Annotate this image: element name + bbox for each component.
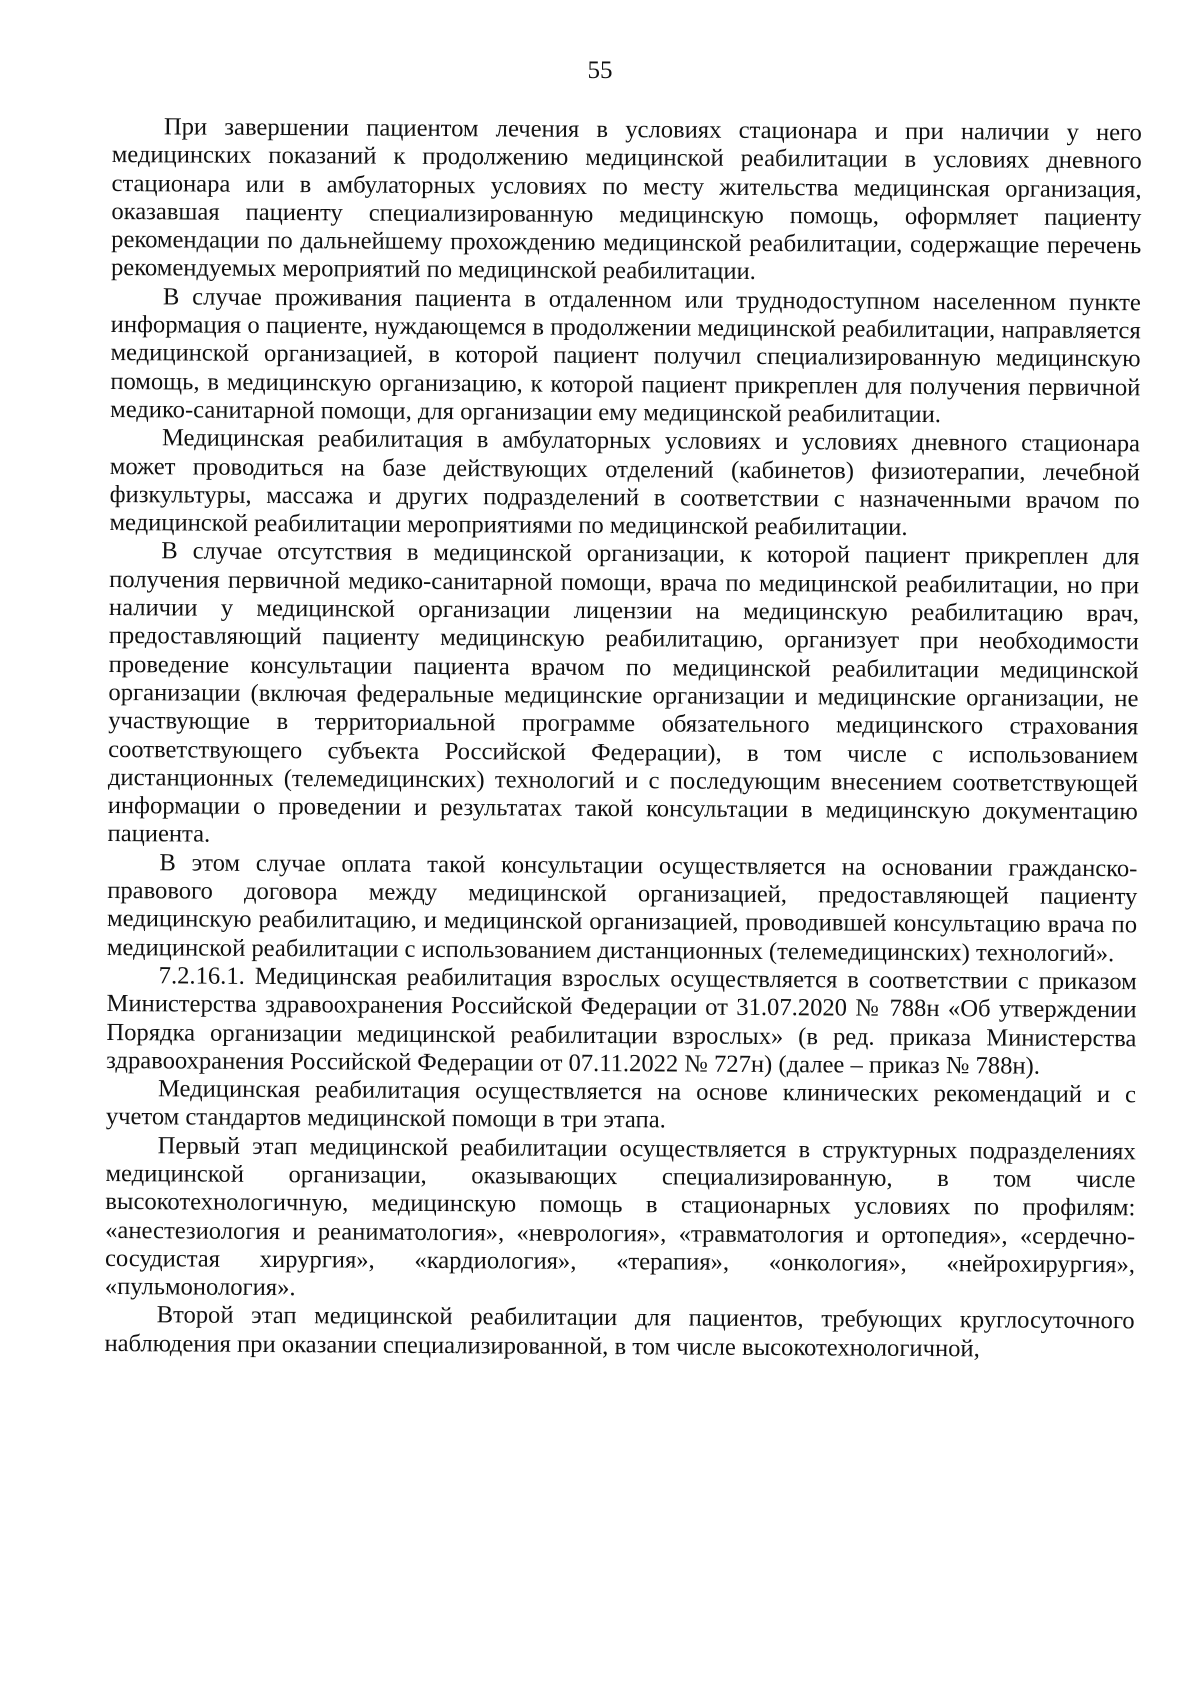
paragraph-second-stage: Второй этап медицинской реабилитации для пациентов, требующих круглосуточного наблюдения при оказании специализированной, в том числе высокотехнологичной, (104, 1301, 1135, 1363)
paragraph-absent-rehabilitation-doctor: В случае отсутствия в медицинской организации, к которой пациент прикреплен для получения первичной медико-санитарной помощи, врача по медицинской реабилитации, но при наличии у медицинской организации лицензии на медицинскую реабилитацию врач, предоставляющий пациенту медицинскую реабилитацию, организует при необходимости проведение консультации пациента врачом по медицинской реабилитации медицинской организации (включая федеральные медицинские организации и медицинские организации, не участвующие в территориальной программе обязательного медицинского страхования соответствующего субъекта Российской Федерации), в том числе с использованием дистанционных (телемедицинских) технологий и с последующим внесением соответствующей информации о проведении и результатах такой консультации в медицинскую документацию пациента. (107, 537, 1140, 849)
paragraph-remote-area-patients: В случае проживания пациента в отдаленном или труднодоступном населенном пункте информация о пациенте, нуждающемся в продолжении медицинской реабилитации, направляется медицинской организацией, в которой пациент получил специализированную медицинскую помощь, в медицинскую организацию, к которой пациент прикреплен для получения первичной медико-санитарной помощи, для организации ему медицинской реабилитации. (110, 283, 1141, 429)
paragraph-outpatient-rehabilitation: Медицинская реабилитация в амбулаторных условиях и условиях дневного стационара может проводиться на базе действующих отделений (кабинетов) физиотерапии, лечебной физкультуры, массажа и других подразделений в соответствии с назначенными врачом по медицинской реабилитации мероприятиями по медицинской реабилитации. (109, 424, 1141, 542)
paragraph-section-7-2-16-1: 7.2.16.1. Медицинская реабилитация взрослых осуществляется в соответствии с приказом Министерства здравоохранения Российской Федерации от 31.07.2020 № 788н «Об утверждении Порядка организации медицинской реабилитации взрослых» (в ред. приказа Министерства здравоохранения Российской Федерации от 07.11.2022 № 727н) (далее – приказ № 788н). (106, 962, 1137, 1080)
paragraph-consultation-payment: В этом случае оплата такой консультации осуществляется на основании гражданско-правового договора между медицинской организацией, предоставляющей пациенту медицинскую реабилитацию, и медицинской организацией, проводившей консультацию врача по медицинской реабилитации с использованием дистанционных (телемедицинских) технологий». (106, 849, 1138, 967)
page-number: 55 (587, 57, 613, 84)
paragraph-first-stage: Первый этап медицинской реабилитации осуществляется в структурных подразделениях медицинской организации, оказывающих специализированную, в том числе высокотехнологичную, медицинскую помощь в стационарных условиях по профилям: «анестезиология и реаниматология», «неврология», «травматология и ортопедия», «сердечно-сосудистая хирургия», «кардиология», «терапия», «онкология», «нейрохирургия», «пульмонология». (104, 1131, 1136, 1302)
paragraph-three-stages: Медицинская реабилитация осуществляется на основе клинических рекомендаций и с учетом стандартов медицинской помощи в три этапа. (105, 1075, 1137, 1134)
document-body (104, 113, 1142, 1364)
paragraph-discharge-recommendations: При завершении пациентом лечения в условиях стационара и при наличии у него медицинских показаний к продолжению медицинской реабилитации в условиях дневного стационара или в амбулаторных условиях по месту жительства медицинская организация, оказавшая пациенту специализированную медицинскую помощь, оформляет пациенту рекомендации по дальнейшему прохождению медицинской реабилитации, содержащие перечень рекомендуемых мероприятий по медицинской реабилитации. (110, 113, 1142, 286)
